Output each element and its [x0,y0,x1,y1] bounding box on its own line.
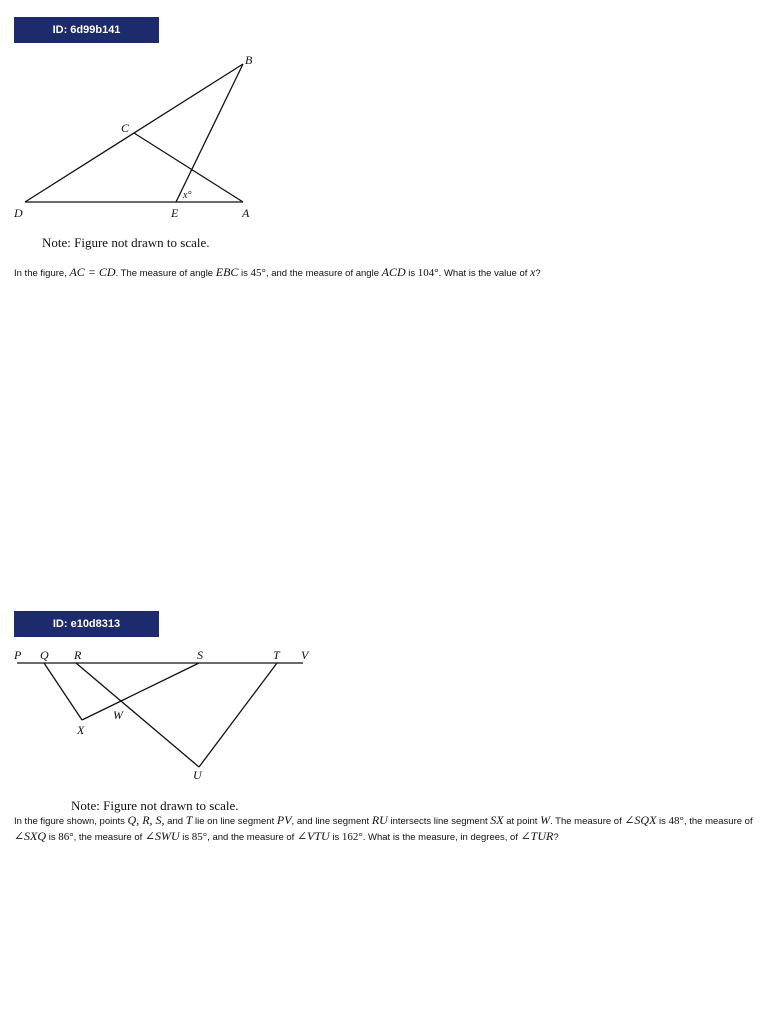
point-label-q: Q [40,648,49,662]
line-figure-2 [0,640,330,790]
figure-note: Note: Figure not drawn to scale. [71,798,239,813]
point-label-r: R [74,648,82,662]
point-label-w: W [113,708,123,722]
segment-qx [44,663,82,720]
question-prompt: In the figure, AC = CD. The measure of angle EBC is 45°, and the measure of angle ACD is 104°. What is the value of x? [14,265,541,279]
segment-xs [82,663,199,720]
point-label-s: S [197,648,203,662]
point-label-x: X [77,723,85,737]
angle-label-x: x° [183,190,192,201]
point-label-c: C [121,121,130,135]
question-prompt: In the figure shown, points Q, R, S, and T lie on line segment PV, and line segment RU intersects line segment SX at point W. The measure of ∠SQX is 48°, the measure of ∠SXQ is 86°, the measure of ∠SWU is 85°, and the measure of ∠VTU is 162°. What is the measure, in degrees, of ∠TUR? [14,813,753,843]
figure-note: Note: Figure not drawn to scale. [42,235,210,250]
segment-ru [76,663,199,767]
point-label-p: P [14,648,22,662]
triangle-figure-1 [0,50,280,230]
point-label-e: E [171,206,179,220]
question-id-badge: ID: e10d8313 [14,611,159,637]
question-id-badge: ID: 6d99b141 [14,17,159,43]
point-label-u: U [193,768,202,782]
point-label-v: V [301,648,309,662]
point-label-b: B [245,53,253,67]
point-label-a: A [242,206,250,220]
point-label-d: D [14,206,23,220]
segment-ut [199,663,277,767]
point-label-t: T [273,648,280,662]
